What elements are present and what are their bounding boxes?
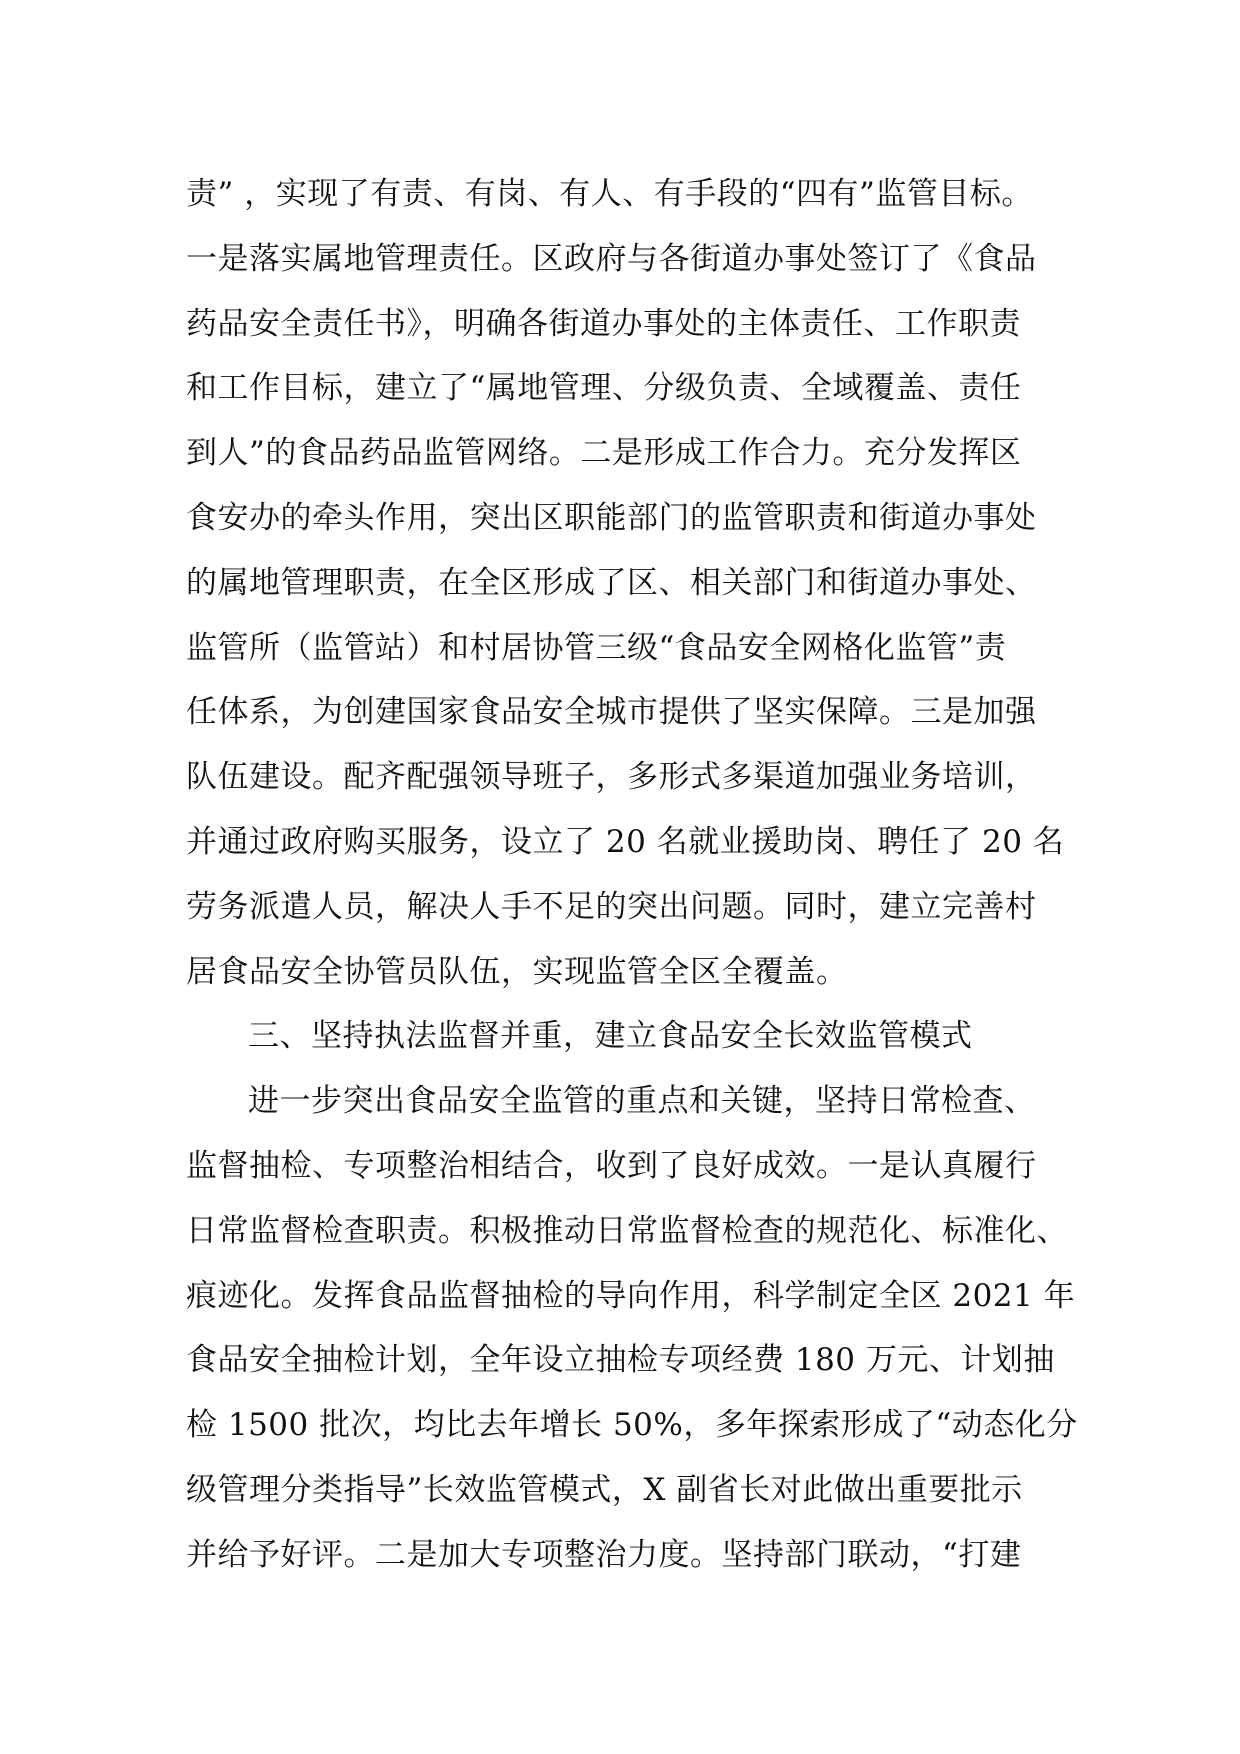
- text-line: 监督抽检、专项整治相结合，收到了良好成效。一是认真履行: [186, 1147, 1037, 1184]
- text-line: 的属地管理职责，在全区形成了区、相关部门和街道办事处、: [186, 564, 1037, 601]
- text-line: 痕迹化。发挥食品监督抽检的导向作用，科学制定全区 2021 年: [186, 1277, 1076, 1314]
- text-line: 并给予好评。二是加大专项整治力度。坚持部门联动，“打建: [186, 1536, 1022, 1573]
- text-line: 一是落实属地管理责任。区政府与各街道办事处签订了《食品: [186, 240, 1037, 277]
- text-line: 并通过政府购买服务，设立了 20 名就业援助岗、聘任了 20 名: [186, 823, 1065, 860]
- text-line: 药品安全责任书》，明确各街道办事处的主体责任、工作职责: [186, 305, 1021, 342]
- text-line: 进一步突出食品安全监管的重点和关键，坚持日常检查、: [248, 1083, 1036, 1120]
- text-line: 责” ，实现了有责、有岗、有人、有手段的“四有”监管目标。: [186, 176, 1033, 212]
- text-line: 和工作目标，建立了“属地管理、分级负责、全域覆盖、责任: [186, 370, 1022, 407]
- text-line: 食品安全抽检计划，全年设立抽检专项经费 180 万元、计划抽: [186, 1342, 1055, 1379]
- text-line: 食安办的牵头作用，突出区职能部门的监管职责和街道办事处: [186, 499, 1037, 536]
- text-line: 检 1500 批次，均比去年增长 50%，多年探索形成了“动态化分: [186, 1407, 1078, 1444]
- text-line: 到人”的食品药品监管网络。二是形成工作合力。充分发挥区: [186, 435, 1022, 472]
- document-body: [186, 162, 1078, 1588]
- text-line: 劳务派遣人员，解决人手不足的突出问题。同时，建立完善村: [186, 888, 1037, 925]
- text-line: 监管所（监管站）和村居协管三级“食品安全网格化监管”责: [186, 629, 1007, 666]
- section-heading: 三、坚持执法监督并重，建立食品安全长效监管模式: [248, 1018, 973, 1055]
- text-line: 任体系，为创建国家食品安全城市提供了坚实保障。三是加强: [186, 694, 1037, 731]
- text-line: 级管理分类指导”长效监管模式，X 副省长对此做出重要批示: [186, 1471, 1023, 1508]
- text-line: 居食品安全协管员队伍，实现监管全区全覆盖。: [186, 953, 848, 990]
- text-line: 队伍建设。配齐配强领导班子，多形式多渠道加强业务培训，: [186, 759, 1037, 796]
- text-line: 日常监督检查职责。积极推动日常监督检查的规范化、标准化、: [186, 1212, 1068, 1249]
